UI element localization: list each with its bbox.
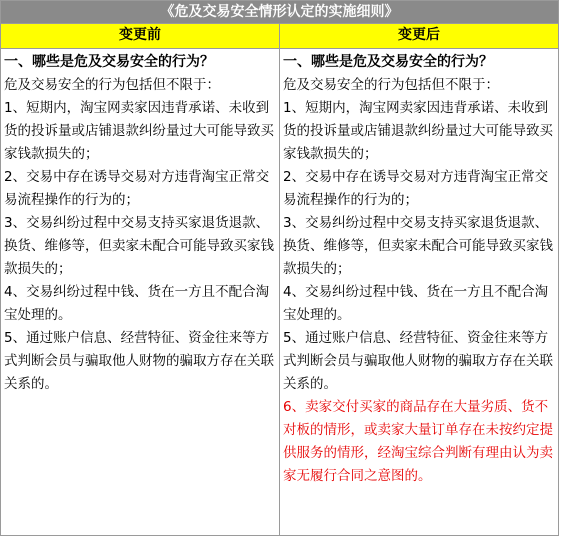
clause-4: 4、交易纠纷过程中钱、货在一方且不配合淘宝处理的。 (4, 284, 270, 323)
clause-3: 3、交易纠纷过程中交易支持买家退货退款、换货、维修等，但卖家未配合可能导致买家钱款损失的； (4, 215, 274, 277)
section-heading: 一、哪些是危及交易安全的行为？ (4, 54, 214, 70)
clause-4: 4、交易纠纷过程中钱、货在一方且不配合淘宝处理的。 (283, 284, 549, 323)
intro-text: 危及交易安全的行为包括但不限于： (283, 77, 499, 93)
clause-6-new: 6、卖家交付买家的商品存在大量劣质、货不对板的情形，或卖家大量订单存在未按约定提供服务的情形，经淘宝综合判断有理由认为卖家无履行合同之意图的。 (283, 399, 553, 484)
document-title: 《危及交易安全情形认定的实施细则》 (1, 1, 559, 24)
after-column-header: 变更后 (280, 24, 559, 49)
before-column-header: 变更前 (1, 24, 280, 49)
clause-3: 3、交易纠纷过程中交易支持买家退货退款、换货、维修等，但卖家未配合可能导致买家钱款损失的； (283, 215, 553, 277)
section-heading: 一、哪些是危及交易安全的行为？ (283, 54, 493, 70)
clause-5: 5、通过账户信息、经营特征、资金往来等方式判断会员与骗取他人财物的骗取方存在关联关系的。 (283, 330, 553, 392)
intro-text: 危及交易安全的行为包括但不限于： (4, 77, 220, 93)
clause-1: 1、短期内，淘宝网卖家因违背承诺、未收到货的投诉量或店铺退款纠纷量过大可能导致买家钱款损失的； (4, 100, 274, 162)
clause-2: 2、交易中存在诱导交易对方违背淘宝正常交易流程操作的行为的； (4, 169, 270, 208)
clause-1: 1、短期内，淘宝网卖家因违背承诺、未收到货的投诉量或店铺退款纠纷量过大可能导致买家钱款损失的； (283, 100, 553, 162)
clause-5: 5、通过账户信息、经营特征、资金往来等方式判断会员与骗取他人财物的骗取方存在关联关系的。 (4, 330, 274, 392)
before-column (1, 49, 280, 536)
clause-2: 2、交易中存在诱导交易对方违背淘宝正常交易流程操作的行为的； (283, 169, 549, 208)
after-column (280, 49, 559, 536)
